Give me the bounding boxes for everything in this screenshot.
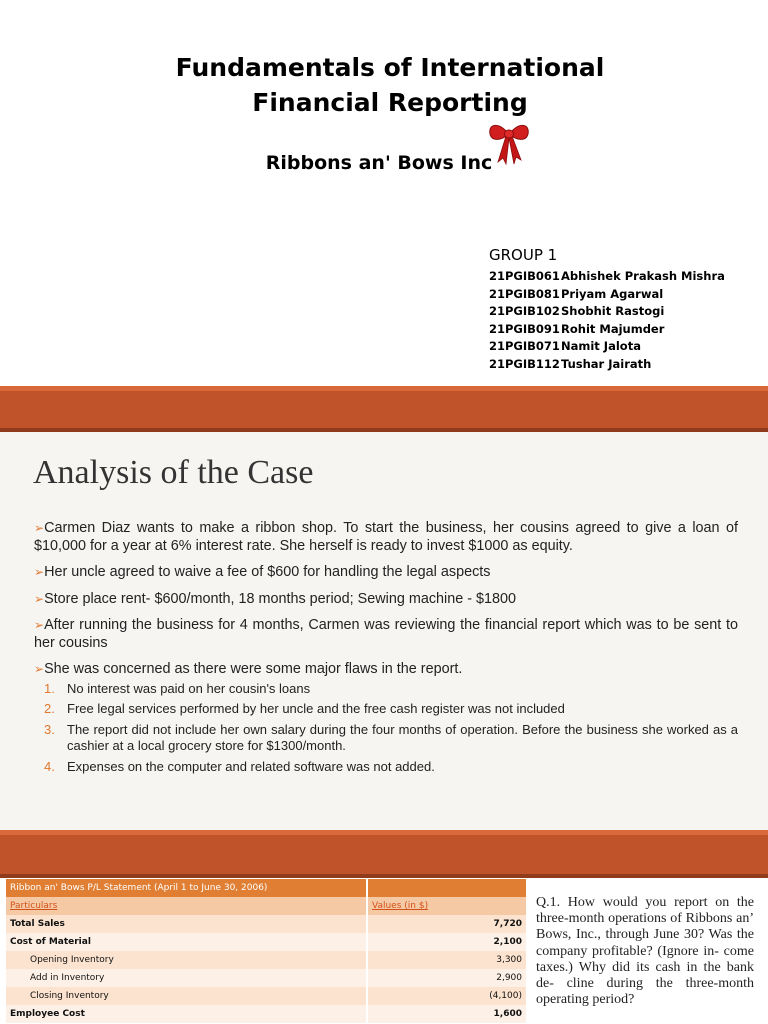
table-row: Opening Inventory 3,300: [6, 951, 527, 969]
slide-divider-band: [0, 830, 768, 878]
table-header-row: [6, 879, 527, 897]
bullet-point: ➢Store place rent- $600/month, 18 months period; Sewing machine - $1800: [34, 590, 517, 607]
group-title: GROUP 1: [489, 246, 558, 264]
presentation-title: Fundamentals of International Financial Reporting: [175, 53, 605, 117]
member-row: 21PGIB071Namit Jalota: [489, 339, 641, 353]
title-slide: [0, 0, 768, 385]
table-row: Closing Inventory (4,100): [6, 987, 527, 1005]
question-text: Q.1. How would you report on the three-month operations of Ribbons an’ Bows, Inc., through June 30? Was the company profitable? (Ignore in- come taxes.) Why did its cash in the bank de- cline during the three-month operating period?: [536, 895, 754, 1008]
list-item: 1. No interest was paid on her cousin's loans: [44, 680, 311, 696]
arrow-bullet-icon: ➢: [34, 565, 45, 579]
list-item: 3. The report did not include her own salary during the four months of operation. Before the business she worked as a cashier at a local grocery store for $1300/month.: [44, 721, 738, 753]
arrow-bullet-icon: ➢: [34, 618, 45, 632]
company-subtitle: Ribbons an' Bows Inc: [265, 152, 493, 174]
table-row: Total Sales 7,720: [6, 915, 527, 933]
list-item: 2. Free legal services performed by her uncle and the free cash register was not included: [44, 701, 565, 716]
group-members: [489, 246, 725, 373]
particulars-header: Particulars: [6, 897, 367, 915]
member-row: 21PGIB091Rohit Majumder: [489, 321, 665, 336]
case-points: [34, 520, 738, 779]
slide-title: Analysis of the Case: [33, 454, 314, 491]
values-header: Values (in $): [367, 897, 527, 915]
table-row: Cost of Material 2,100: [6, 933, 527, 951]
ribbon-bow-icon: [488, 118, 530, 166]
arrow-bullet-icon: ➢: [34, 591, 45, 606]
flaws-list: [44, 681, 738, 776]
analysis-slide: [0, 432, 768, 830]
bullet-point: ➢Her uncle agreed to waive a fee of $600 for handling the legal aspects: [34, 564, 491, 580]
column-header-row: [6, 897, 527, 915]
member-row: 21PGIB061Abhishek Prakash Mishra: [489, 269, 725, 283]
bullet-point: ➢Carmen Diaz wants to make a ribbon shop. To start the business, her cousins agreed to give a loan of $10,000 for a year at 6% interest rate. She herself is ready to invest $1000 as equity.: [34, 520, 738, 554]
member-row: 21PGIB102Shobhit Rastogi: [489, 304, 665, 318]
pl-statement-table: [6, 879, 528, 1023]
list-item: 4. Expenses on the computer and related software was not added.: [44, 758, 435, 774]
bullet-point: ➢After running the business for 4 months, Carmen was reviewing the financial report which was to be sent to her cousins: [34, 617, 738, 651]
member-row: 21PGIB081Priyam Agarwal: [489, 286, 664, 301]
slide-divider-band: [0, 386, 768, 432]
arrow-bullet-icon: ➢: [34, 521, 45, 535]
arrow-bullet-icon: ➢: [34, 662, 45, 676]
table-row: Add in Inventory 2,900: [6, 969, 527, 987]
table-title: Ribbon an' Bows P/L Statement (April 1 to June 30, 2006): [6, 879, 367, 897]
member-row: 21PGIB112Tushar Jairath: [489, 356, 652, 371]
bullet-point: ➢She was concerned as there were some major flaws in the report.: [34, 661, 463, 677]
table-row: Employee Cost 1,600: [6, 1005, 527, 1023]
pl-statement-slide: [0, 878, 768, 1024]
